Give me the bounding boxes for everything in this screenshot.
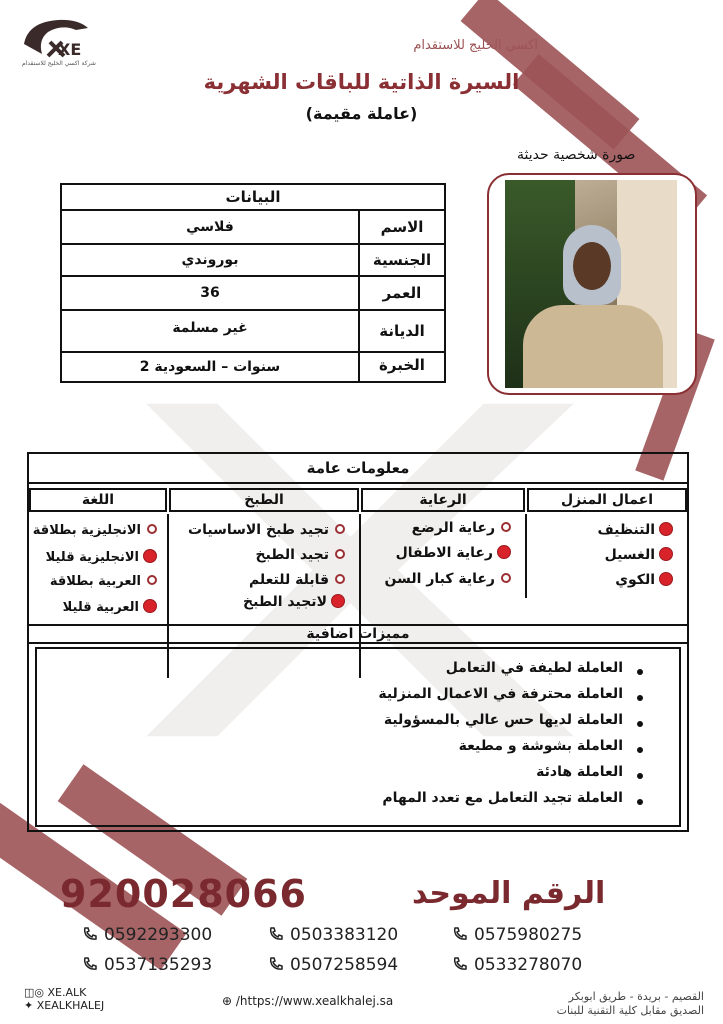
option-washing <box>605 547 673 563</box>
extra-item: العاملة محترفة في الاعمال المنزلية <box>378 686 623 702</box>
instagram-icon: ◫◎ <box>24 986 48 999</box>
bullet-icon <box>637 695 643 701</box>
option-cleaning <box>597 522 673 538</box>
option-english-little <box>46 549 157 565</box>
unified-number-label: الرقم الموحد <box>412 876 606 911</box>
option-label: العربية بطلاقة <box>49 574 141 589</box>
option-label: الانجليزية بطلاقة <box>32 523 141 538</box>
info-label: الاسم <box>380 218 424 236</box>
checked-dot-icon <box>659 547 673 561</box>
phone-icon <box>82 956 98 972</box>
column-header-care: الرعاية <box>361 488 525 512</box>
info-row-nationality <box>62 245 444 277</box>
info-row-experience <box>62 353 444 381</box>
option-elderly-care <box>385 571 511 587</box>
phone-number[interactable] <box>452 955 582 975</box>
checked-dot-icon <box>331 594 345 608</box>
info-value: بوروندي <box>62 245 360 275</box>
checked-dot-icon <box>659 522 673 536</box>
extra-item: العاملة لديها حس عالي بالمسؤولية <box>383 712 623 728</box>
info-value: غير مسلمة <box>62 311 360 351</box>
option-label: الغسيل <box>604 547 655 563</box>
phone-number[interactable] <box>268 925 398 945</box>
option-english-fluent <box>33 523 157 538</box>
address-line-1: القصيم - بريدة - طريق ابوبكر <box>568 990 704 1003</box>
instagram-text: XE.ALK <box>47 986 87 999</box>
info-row-name <box>62 211 444 245</box>
unchecked-dot-icon <box>335 574 345 584</box>
option-good-cooking <box>255 547 345 563</box>
option-can-learn <box>249 572 345 588</box>
info-row-age <box>62 277 444 311</box>
unified-number[interactable]: 920028066 <box>60 872 307 916</box>
phone-icon <box>452 926 468 942</box>
bullet-icon <box>637 799 643 805</box>
option-label: قابلة للتعلم <box>248 572 329 588</box>
checked-dot-icon <box>497 545 511 559</box>
page-subtitle: (عاملة مقيمة) <box>305 104 418 123</box>
unchecked-dot-icon <box>147 575 157 585</box>
option-arabic-fluent <box>50 574 157 589</box>
info-label: الجنسية <box>372 251 432 269</box>
phone-number[interactable] <box>452 925 582 945</box>
photo-face <box>573 242 611 290</box>
twitter-text: XEALKHALEJ <box>36 999 105 1012</box>
globe-icon: ⊕ <box>222 994 236 1008</box>
column-header-cooking: الطبخ <box>169 488 359 512</box>
option-label: رعاية كبار السن <box>384 571 495 587</box>
general-info-box <box>27 452 689 832</box>
option-child-care <box>396 545 511 561</box>
option-ironing <box>615 572 673 588</box>
option-label: رعاية الرضع <box>411 520 495 536</box>
page-title: السيرة الذاتية للباقات الشهرية <box>203 70 520 94</box>
extra-item: العاملة هادئة <box>536 764 623 780</box>
info-row-religion <box>62 311 444 353</box>
logo-text: XE <box>58 40 82 59</box>
bullet-icon <box>637 747 643 753</box>
info-label: الديانة <box>379 322 425 340</box>
option-no-cooking <box>243 594 345 610</box>
info-label: العمر <box>382 284 422 302</box>
phone-number[interactable] <box>82 955 212 975</box>
checked-dot-icon <box>143 599 157 613</box>
option-label: تجيد طبخ الاساسيات <box>188 522 329 538</box>
social-handles <box>24 986 104 1012</box>
twitter-icon: ✦ <box>24 999 37 1012</box>
twitter-handle[interactable] <box>24 999 104 1012</box>
info-value: فلاسي <box>62 211 360 243</box>
option-label: رعاية الاطفال <box>395 545 493 561</box>
logo-subtext: شركة اكسي الخليج للاستقدام <box>22 60 96 67</box>
unchecked-dot-icon <box>501 522 511 532</box>
phone-text: 0503383120 <box>290 925 399 945</box>
photo-body <box>523 305 663 388</box>
phone-icon <box>82 926 98 942</box>
option-arabic-little <box>63 599 157 615</box>
extra-item: العاملة تجيد التعامل مع تعدد المهام <box>382 790 623 806</box>
brand-tagline: اكسي الخليج للاستقدام <box>413 38 538 53</box>
option-label: التنظيف <box>597 522 655 538</box>
option-label: الكوي <box>615 572 655 588</box>
info-table <box>60 183 446 383</box>
column-header-housework: اعمال المنزل <box>527 488 687 512</box>
website-link[interactable] <box>222 994 393 1008</box>
bullet-icon <box>637 773 643 779</box>
phone-icon <box>268 926 284 942</box>
instagram-handle[interactable] <box>24 986 104 999</box>
checked-dot-icon <box>659 572 673 586</box>
phone-text: 0537135293 <box>104 955 213 975</box>
option-basic-cooking <box>188 522 345 538</box>
phone-number[interactable] <box>82 925 212 945</box>
bullet-icon <box>637 721 643 727</box>
general-info-title: معلومات عامة <box>29 454 687 484</box>
unchecked-dot-icon <box>335 524 345 534</box>
info-value: 36 <box>62 277 360 309</box>
profile-photo <box>505 180 677 388</box>
option-label: العربية قليلا <box>62 600 139 615</box>
bullet-icon <box>637 669 643 675</box>
option-label: الانجليزية قليلا <box>45 550 139 565</box>
extras-list <box>35 647 681 827</box>
extra-item: العاملة بشوشة و مطيعة <box>458 738 623 754</box>
phone-icon <box>452 956 468 972</box>
option-infant-care <box>412 520 511 536</box>
extras-title: مميزات اضافية <box>29 624 687 644</box>
column-header-language: اللغة <box>29 488 167 512</box>
website-text: /https://www.xealkhalej.sa <box>235 994 394 1008</box>
phone-number[interactable] <box>268 955 398 975</box>
phone-text: 0507258594 <box>290 955 399 975</box>
phone-text: 0592293300 <box>104 925 213 945</box>
photo-label: صورة شخصية حديثة <box>517 147 636 163</box>
unchecked-dot-icon <box>335 549 345 559</box>
info-label: الخبرة <box>379 356 425 374</box>
checked-dot-icon <box>143 549 157 563</box>
info-table-title: البيانات <box>62 185 444 211</box>
option-label: تجيد الطبخ <box>255 547 329 563</box>
unchecked-dot-icon <box>147 524 157 534</box>
phone-text: 0533278070 <box>474 955 583 975</box>
info-value: 2 سنوات – السعودية <box>62 353 360 381</box>
column-divider <box>525 514 527 598</box>
address-line-2: الصديق مقابل كلية التقنية للبنات <box>556 1004 704 1017</box>
unchecked-dot-icon <box>501 573 511 583</box>
extra-item: العاملة لطيفة في التعامل <box>445 660 623 676</box>
phone-text: 0575980275 <box>474 925 583 945</box>
phone-icon <box>268 956 284 972</box>
address <box>490 990 704 1018</box>
option-label: لاتجيد الطبخ <box>243 594 327 610</box>
